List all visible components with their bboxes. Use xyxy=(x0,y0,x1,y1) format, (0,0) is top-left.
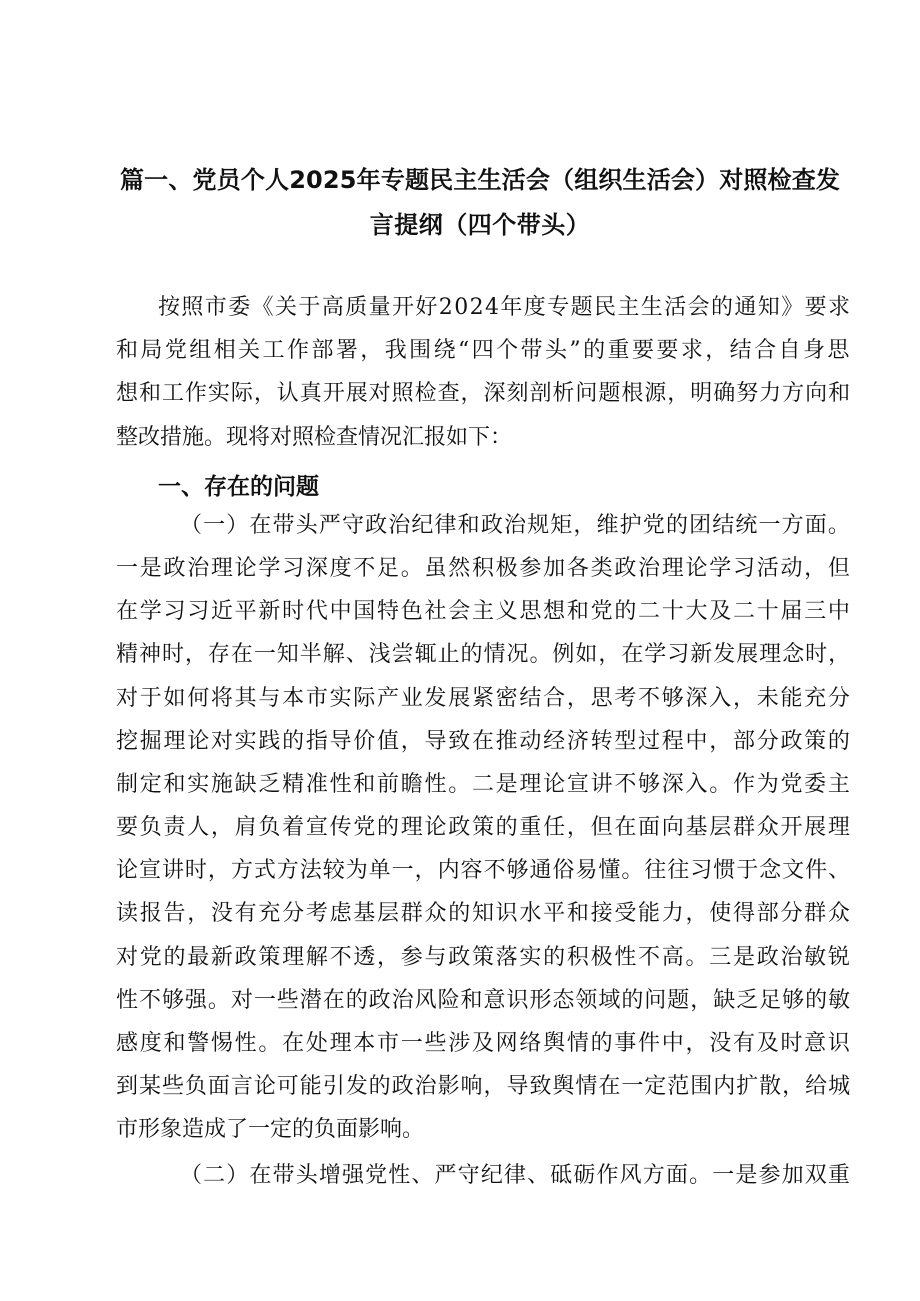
section1-line-13: 感度和警惕性。在处理本市一些涉及网络舆情的事件中，没有及时意识 xyxy=(116,1031,852,1056)
section1-line-5: 对于如何将其与本市实际产业发展紧密结合，思考不够深入，未能充分 xyxy=(116,686,852,711)
section1-line-12: 性不够强。对一些潜在的政治风险和意识形态领域的问题，缺乏足够的敏 xyxy=(116,988,852,1013)
intro-line-1: 按照市委《关于高质量开好2024年度专题民主生活会的通知》要求 xyxy=(158,295,852,320)
document-title-line-2: 言提纲（四个带头） xyxy=(369,211,591,239)
section1-line-2: 一是政治理论学习深度不足。虽然积极参加各类政治理论学习活动，但 xyxy=(116,556,852,581)
section-heading: 一、存在的问题 xyxy=(158,474,319,500)
section1-line-14: 到某些负面言论可能引发的政治影响，导致舆情在一定范围内扩散，给城 xyxy=(116,1074,852,1099)
section1-line-3: 在学习习近平新时代中国特色社会主义思想和党的二十大及二十届三中 xyxy=(116,599,852,624)
intro-line-4: 整改措施。现将对照检查情况汇报如下： xyxy=(116,425,513,450)
section1-line-11: 对党的最新政策理解不透，参与政策落实的积极性不高。三是政治敏锐 xyxy=(116,945,852,970)
intro-line-2: 和局党组相关工作部署，我围绕“四个带头”的重要要求，结合自身思 xyxy=(116,338,852,363)
section1-line-4: 精神时，存在一知半解、浅尝辄止的情况。例如，在学习新发展理念时， xyxy=(116,642,852,667)
section1-line-7: 制定和实施缺乏精准性和前瞻性。二是理论宣讲不够深入。作为党委主 xyxy=(116,772,852,797)
document-title-line-1: 篇一、党员个人2025年专题民主生活会（组织生活会）对照检查发 xyxy=(120,166,841,194)
section1-line-15: 市形象造成了一定的负面影响。 xyxy=(116,1117,425,1142)
section2-line-1: （二）在带头增强党性、严守纪律、砥砺作风方面。一是参加双重 xyxy=(180,1163,852,1188)
intro-line-3: 想和工作实际，认真开展对照检查，深刻剖析问题根源，明确努力方向和 xyxy=(116,381,852,406)
section1-line-1: （一）在带头严守政治纪律和政治规矩，维护党的团结统一方面。 xyxy=(180,513,852,538)
section1-line-9: 论宣讲时，方式方法较为单一，内容不够通俗易懂。往往习惯于念文件、 xyxy=(116,858,852,883)
section1-line-10: 读报告，没有充分考虑基层群众的知识水平和接受能力，使得部分群众 xyxy=(116,901,852,926)
section1-line-6: 挖掘理论对实践的指导价值，导致在推动经济转型过程中，部分政策的 xyxy=(116,729,852,754)
section1-line-8: 要负责人，肩负着宣传党的理论政策的重任，但在面向基层群众开展理 xyxy=(116,815,852,840)
